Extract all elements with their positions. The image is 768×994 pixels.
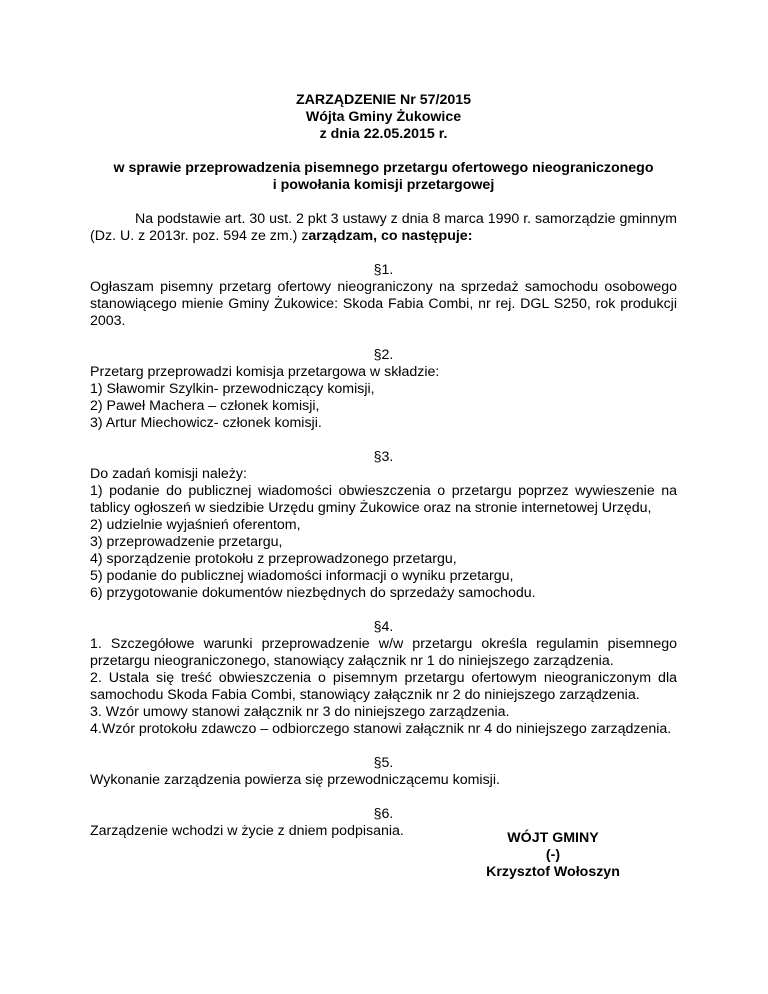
list-item: 6) przygotowanie dokumentów niezbędnych do sprzedaży samochodu. [90,585,536,601]
section-2 [90,347,677,432]
list-item: 2. Ustala się treść obwieszczenia o pisemnym przetargu ofertowym nieograniczonym dla samochodu Skoda Fabia Combi, stanowiący załącznik nr 2 do niniejszego zarządzenia. [90,670,677,703]
issuing-authority: Wójta Gminy Żukowice [305,109,462,125]
subject-line-2: i powołania komisji przetargowej [272,177,495,193]
section-2-title: §2. [373,347,394,363]
legal-basis-decree: arządzam, co następuje: [308,228,473,244]
list-item: 1. Szczegółowe warunki przeprowadzenie w/w przetargu określa regulamin pisemnego przetargu nieograniczonego, stanowiący załącznik nr 1 do niniejszego zarządzenia. [90,636,677,669]
section-1-text: Ogłaszam pisemny przetarg ofertowy nieograniczony na sprzedaż samochodu osobowego stanowiącego mienie Gminy Żukowice: Skoda Fabia Combi, nr rej. DGL S250, rok produkcji 2003. [90,279,677,329]
document-header [90,92,677,143]
section-3-title: §3. [373,449,394,465]
section-4-title: §4. [373,619,394,635]
subject-line-1: w sprawie przeprowadzenia pisemnego przetargu ofertowego nieograniczonego [113,160,654,176]
signature-block [478,830,628,881]
list-item: 2) udzielnie wyjaśnień oferentom, [90,517,301,533]
section-5 [90,755,677,789]
document-title: ZARZĄDZENIE Nr 57/2015 [295,92,472,108]
list-item: 4.Wzór protokołu zdawczo – odbiorczego stanowi załącznik nr 4 do niniejszego zarządzenia. [90,721,672,737]
list-item: 1) Sławomir Szylkin- przewodniczący komisji, [90,381,375,397]
section-1-title: §1. [373,262,394,278]
list-item: 2) Paweł Machera – członek komisji, [90,398,320,414]
section-1 [90,262,677,330]
section-3-lead: Do zadań komisji należy: [90,466,247,482]
legal-basis-text: Na podstawie art. 30 ust. 2 pkt 3 ustawy z dnia 8 marca 1990 r. samorządzie gminnym (Dz. U. z 2013r. poz. 594 ze zm.) z [90,211,677,244]
document-subject [90,160,677,194]
section-2-lead: Przetarg przeprowadzi komisja przetargowa w składzie: [90,364,440,380]
section-5-title: §5. [373,755,394,771]
list-item: 3. Wzór umowy stanowi załącznik nr 3 do niniejszego zarządzenia. [90,704,510,720]
legal-basis-paragraph [90,211,677,245]
section-6-text: Zarządzenie wchodzi w życie z dniem podpisania. [90,823,404,839]
list-item: 1) podanie do publicznej wiadomości obwieszczenia o przetargu poprzez wywieszenie na tablicy ogłoszeń w siedzibie Urzędu gminy Żukowice oraz na stronie internetowej Urzędu, [90,483,677,516]
signature-office: WÓJT GMINY [507,830,599,846]
section-4 [90,619,677,738]
signature-mark: (-) [545,847,561,863]
list-item: 3) przeprowadzenie przetargu, [90,534,283,550]
list-item: 3) Artur Miechowicz- członek komisji. [90,415,322,431]
section-5-text: Wykonanie zarządzenia powierza się przewodniczącemu komisji. [90,772,500,788]
signature-name: Krzysztof Wołoszyn [486,864,620,880]
section-6-title: §6. [373,806,394,822]
document-date: z dnia 22.05.2015 r. [319,126,448,142]
document-body [90,92,677,840]
section-3 [90,449,677,602]
list-item: 4) sporządzenie protokołu z przeprowadzonego przetargu, [90,551,457,567]
list-item: 5) podanie do publicznej wiadomości informacji o wyniku przetargu, [90,568,514,584]
